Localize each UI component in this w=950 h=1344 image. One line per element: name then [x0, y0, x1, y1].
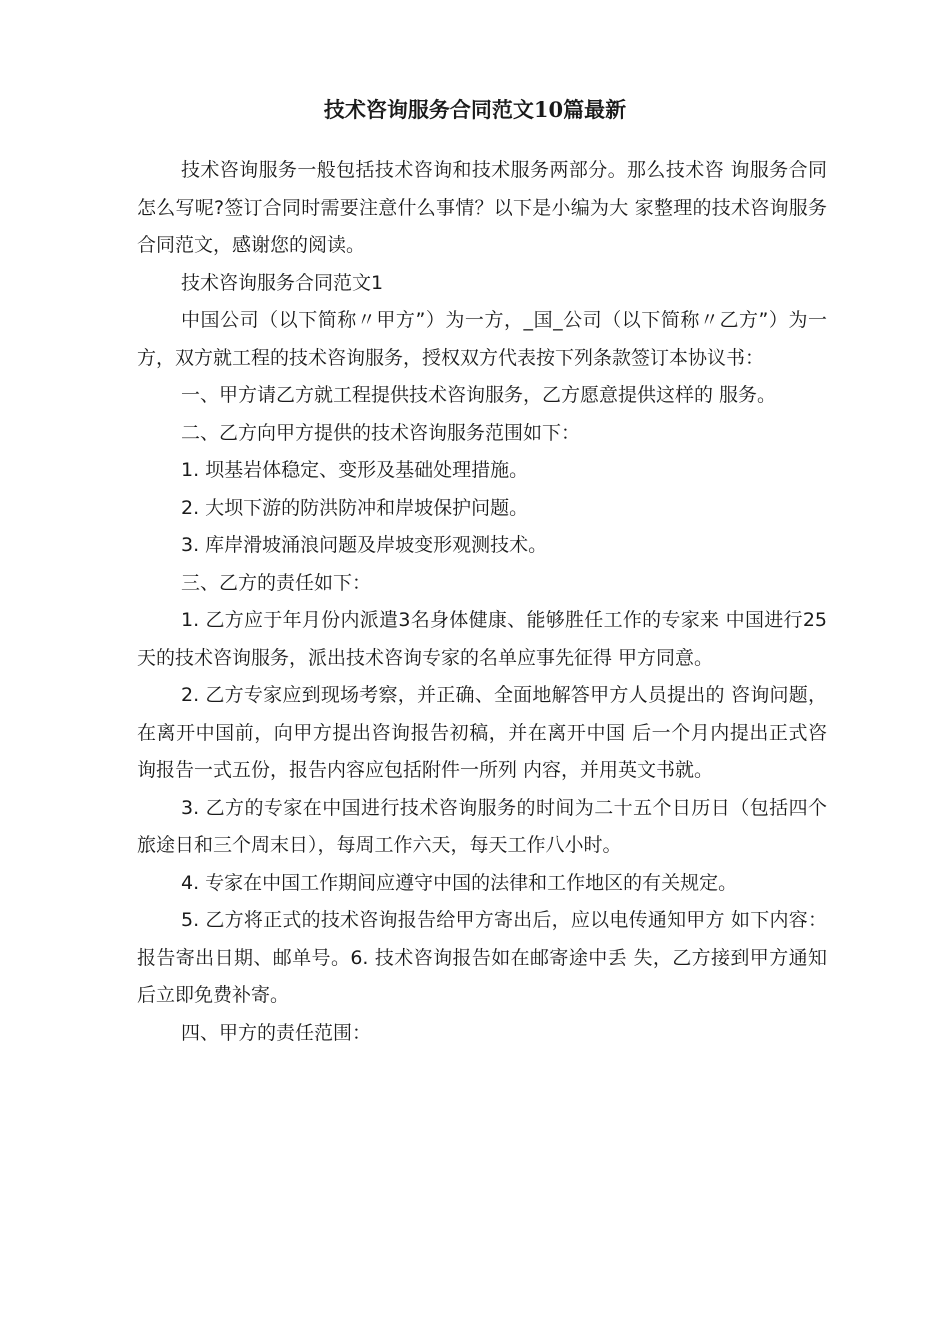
list-item: 3. 库岸滑坡涌浪问题及岸坡变形观测技术。: [181, 534, 548, 556]
clause-1: 一、甲方请乙方就工程提供技术咨询服务，乙方愿意提供这样的 服务。: [181, 384, 777, 406]
clause-4-heading: 四、甲方的责任范围：: [181, 1021, 372, 1044]
list-item: 3. 乙方的专家在中国进行技术咨询服务的时间为二十五个日历日（包括四个旅途日和三个周末日），每周工作六天，每天工作八小时。: [137, 796, 827, 856]
list-item: 1. 坝基岩体稳定、变形及基础处理措施。: [181, 459, 529, 481]
section-heading-sample-1: 技术咨询服务合同范文1: [181, 271, 384, 294]
paragraph-parties: 中国公司（以下简称〃甲方”）为一方，_国_公司（以下简称〃乙方”）为一方，双方就工程的技术咨询服务，授权双方代表按下列条款签订本协议书：: [137, 309, 827, 369]
list-item: 4. 专家在中国工作期间应遵守中国的法律和工作地区的有关规定。: [181, 871, 738, 894]
clause-3-heading: 三、乙方的责任如下：: [181, 571, 372, 594]
list-item: 5. 乙方将正式的技术咨询报告给甲方寄出后，应以电传通知甲方 如下内容：报告寄出日期、邮单号。6. 技术咨询报告如在邮寄途中丢 失，乙方接到甲方通知后立即免费补寄。: [137, 909, 827, 1006]
clause-2-heading: 二、乙方向甲方提供的技术咨询服务范围如下：: [181, 421, 581, 444]
document-title: 技术咨询服务合同范文10篇最新: [323, 97, 627, 122]
document-body: [137, 152, 827, 1052]
list-item: 2. 大坝下游的防洪防冲和岸坡保护问题。: [181, 496, 529, 519]
list-item: 1. 乙方应于年月份内派遣3名身体健康、能够胜任工作的专家来 中国进行25天的技术咨询服务，派出技术咨询专家的名单应事先征得 甲方同意。: [137, 609, 827, 669]
paragraph-intro: 技术咨询服务一般包括技术咨询和技术服务两部分。那么技术咨 询服务合同怎么写呢?签订合同时需要注意什么事情？以下是小编为大 家整理的技术咨询服务合同范文，感谢您的阅读。: [137, 159, 827, 256]
list-item: 2. 乙方专家应到现场考察，并正确、全面地解答甲方人员提出的 咨询问题，在离开中国前，向甲方提出咨询报告初稿，并在离开中国 后一个月内提出正式咨询报告一式五份，报告内容应包括附件一所列 内容，并用英文书就。: [137, 684, 827, 781]
